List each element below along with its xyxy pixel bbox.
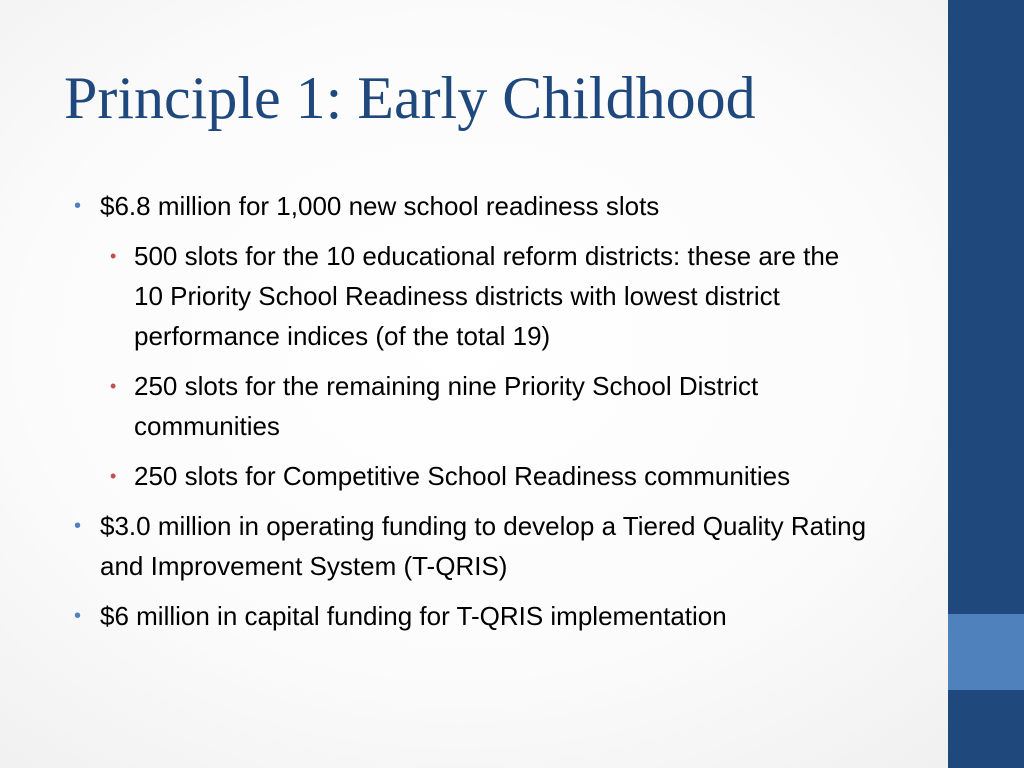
bullet-item <box>72 596 912 636</box>
bullet-item <box>72 506 912 586</box>
bullet-dot-icon: • <box>74 515 82 537</box>
bullet-dot-icon: • <box>74 195 82 217</box>
sub-bullet-item <box>72 456 854 496</box>
bullet-text: $6.8 million for 1,000 new school readiness slots <box>100 191 660 221</box>
sidebar-accent-block <box>948 614 1024 690</box>
bullet-item <box>72 186 912 226</box>
sub-bullet-item <box>72 236 854 356</box>
sub-bullet-text: 250 slots for the remaining nine Priority School District communities <box>134 371 759 441</box>
sub-bullet-dot-icon: • <box>110 376 117 396</box>
bullet-text: $6 million in capital funding for T-QRIS implementation <box>100 601 727 631</box>
sub-bullet-text: 250 slots for Competitive School Readiness communities <box>134 461 791 491</box>
bullet-text: $3.0 million in operating funding to develop a Tiered Quality Rating and Improvement System (T-QRIS) <box>100 511 867 581</box>
bullet-list <box>72 186 912 646</box>
sub-bullet-dot-icon: • <box>110 466 117 486</box>
sub-bullet-dot-icon: • <box>110 246 117 266</box>
slide-title: Principle 1: Early Childhood <box>64 65 756 131</box>
bullet-dot-icon: • <box>74 605 82 627</box>
sub-bullet-item <box>72 366 854 446</box>
sub-bullet-text: 500 slots for the 10 educational reform districts: these are the 10 Priority School Readiness districts with lowest district performance indices (of the total 19) <box>134 241 840 351</box>
